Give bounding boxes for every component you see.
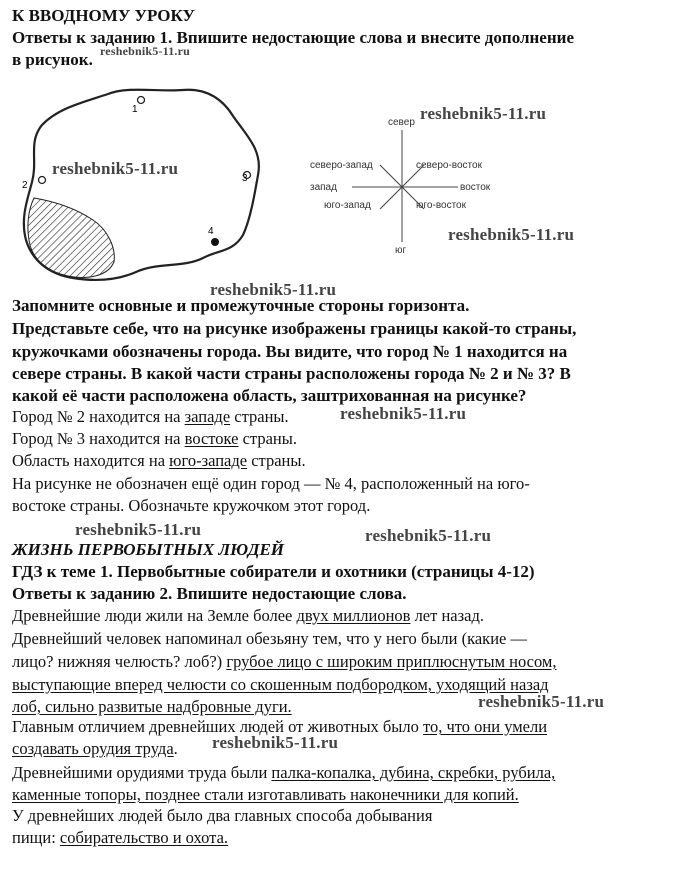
question-line: кружочками обозначены города. Вы видите, что город № 1 находится на: [12, 342, 568, 361]
watermark: reshebnik5-11.ru: [420, 104, 547, 123]
task1-heading-line2: в рисунок.: [12, 50, 93, 69]
question-line: какой её части расположена область, заштрихованная на рисунке?: [12, 386, 527, 405]
compass-south: юг: [395, 245, 407, 256]
country-map: [18, 80, 273, 290]
answer-line: [12, 763, 555, 783]
watermark: reshebnik5-11.ru: [340, 404, 467, 423]
compass-north: север: [388, 117, 415, 128]
answer-text: Город № 3 находится на: [12, 429, 185, 448]
watermark: reshebnik5-11.ru: [52, 159, 179, 178]
question-line: Представьте себе, что на рисунке изображены границы какой-то страны,: [12, 319, 577, 338]
task2-heading: Ответы к заданию 2. Впишите недостающие слова.: [12, 584, 407, 603]
answer-fill: создавать орудия труда: [12, 739, 174, 758]
question-line: севере страны. В какой части страны расположены города № 2 и № 3? В: [12, 364, 571, 383]
answer-text: лицо? нижняя челюсть? лоб?): [12, 652, 227, 671]
answer-text: Область находится на: [12, 451, 170, 470]
answer-text: страны.: [238, 429, 297, 448]
answer-fill: западе: [184, 407, 231, 426]
answer-line: [12, 652, 557, 672]
answer-fill: двух миллионов: [296, 606, 411, 625]
task1-heading-line1: Ответы к заданию 1. Впишите недостающие слова и внесите дополнение: [12, 28, 574, 47]
answer-fill: юго-западе: [169, 451, 248, 470]
watermark: reshebnik5-11.ru: [365, 526, 492, 545]
answer-fill: каменные топоры, позднее стали изготавливать наконечники для копий.: [12, 785, 519, 804]
watermark: reshebnik5-11.ru: [100, 44, 190, 58]
answer-fill: собирательство и охота.: [59, 828, 229, 847]
city-3-label: 3: [242, 173, 248, 184]
section2-title: ЖИЗНЬ ПЕРВОБЫТНЫХ ЛЮДЕЙ: [12, 540, 285, 559]
answer-line: [12, 429, 297, 449]
answer-line: [12, 451, 306, 471]
city-1-marker: [138, 97, 145, 104]
answer-line: [12, 407, 289, 427]
intro-title: К ВВОДНОМУ УРОКУ: [12, 6, 195, 25]
city-4-marker: [211, 238, 219, 246]
compass-east: восток: [460, 182, 491, 193]
answer-text: лет назад.: [410, 606, 484, 625]
answer-text: страны.: [230, 407, 289, 426]
answer-fill: палка-копалка, дубина, скребки, рубила,: [271, 763, 556, 782]
answer-text: Древнейшие люди жили на Земле более: [12, 606, 297, 625]
compass-southeast: юго-восток: [416, 200, 466, 211]
answer-line: востоке страны. Обозначьте кружочком этот город.: [12, 496, 371, 515]
watermark: reshebnik5-11.ru: [212, 733, 339, 752]
answer-line: На рисунке не обозначен ещё один город — № 4, расположенный на юго-: [12, 474, 530, 493]
answer-line: [12, 739, 178, 759]
hatched-region: [28, 198, 114, 277]
city-4-label: 4: [208, 226, 214, 237]
compass-west: запад: [310, 182, 337, 193]
answer-text: Главным отличием древнейших людей от животных было: [12, 717, 423, 736]
question-line: Запомните основные и промежуточные стороны горизонта.: [12, 296, 470, 315]
answer-fill: то, что они умели: [423, 717, 548, 736]
watermark: reshebnik5-11.ru: [210, 280, 337, 299]
city-2-marker: [39, 177, 46, 184]
watermark: reshebnik5-11.ru: [478, 692, 605, 711]
compass-northeast: северо-восток: [416, 160, 482, 171]
answer-line: [12, 606, 484, 626]
answer-fill: лоб, сильно развитые надбровные дуги.: [12, 697, 292, 716]
city-1-label: 1: [132, 104, 138, 115]
answer-text: пищи:: [12, 828, 60, 847]
answer-line: Древнейший человек напоминал обезьяну тем, что у него были (какие —: [12, 629, 527, 648]
answer-fill: выступающие вперед челюсти со скошенным подбородком, уходящий назад: [12, 675, 549, 694]
watermark: reshebnik5-11.ru: [448, 225, 575, 244]
compass-northwest: северо-запад: [310, 160, 373, 171]
city-2-label: 2: [22, 180, 28, 191]
gdz-heading: ГДЗ к теме 1. Первобытные собиратели и охотники (страницы 4-12): [12, 562, 535, 581]
watermark: reshebnik5-11.ru: [75, 520, 202, 539]
compass-southwest: юго-запад: [324, 200, 371, 211]
answer-text: Древнейшими орудиями труда были: [12, 763, 272, 782]
answer-line: У древнейших людей было два главных способа добывания: [12, 806, 433, 825]
answer-line: [12, 828, 228, 848]
answer-text: страны.: [247, 451, 306, 470]
answer-text: .: [173, 739, 178, 758]
answer-fill: востоке: [184, 429, 239, 448]
answer-fill: грубое лицо с широким приплюснутым носом,: [226, 652, 557, 671]
answer-text: Город № 2 находится на: [12, 407, 185, 426]
